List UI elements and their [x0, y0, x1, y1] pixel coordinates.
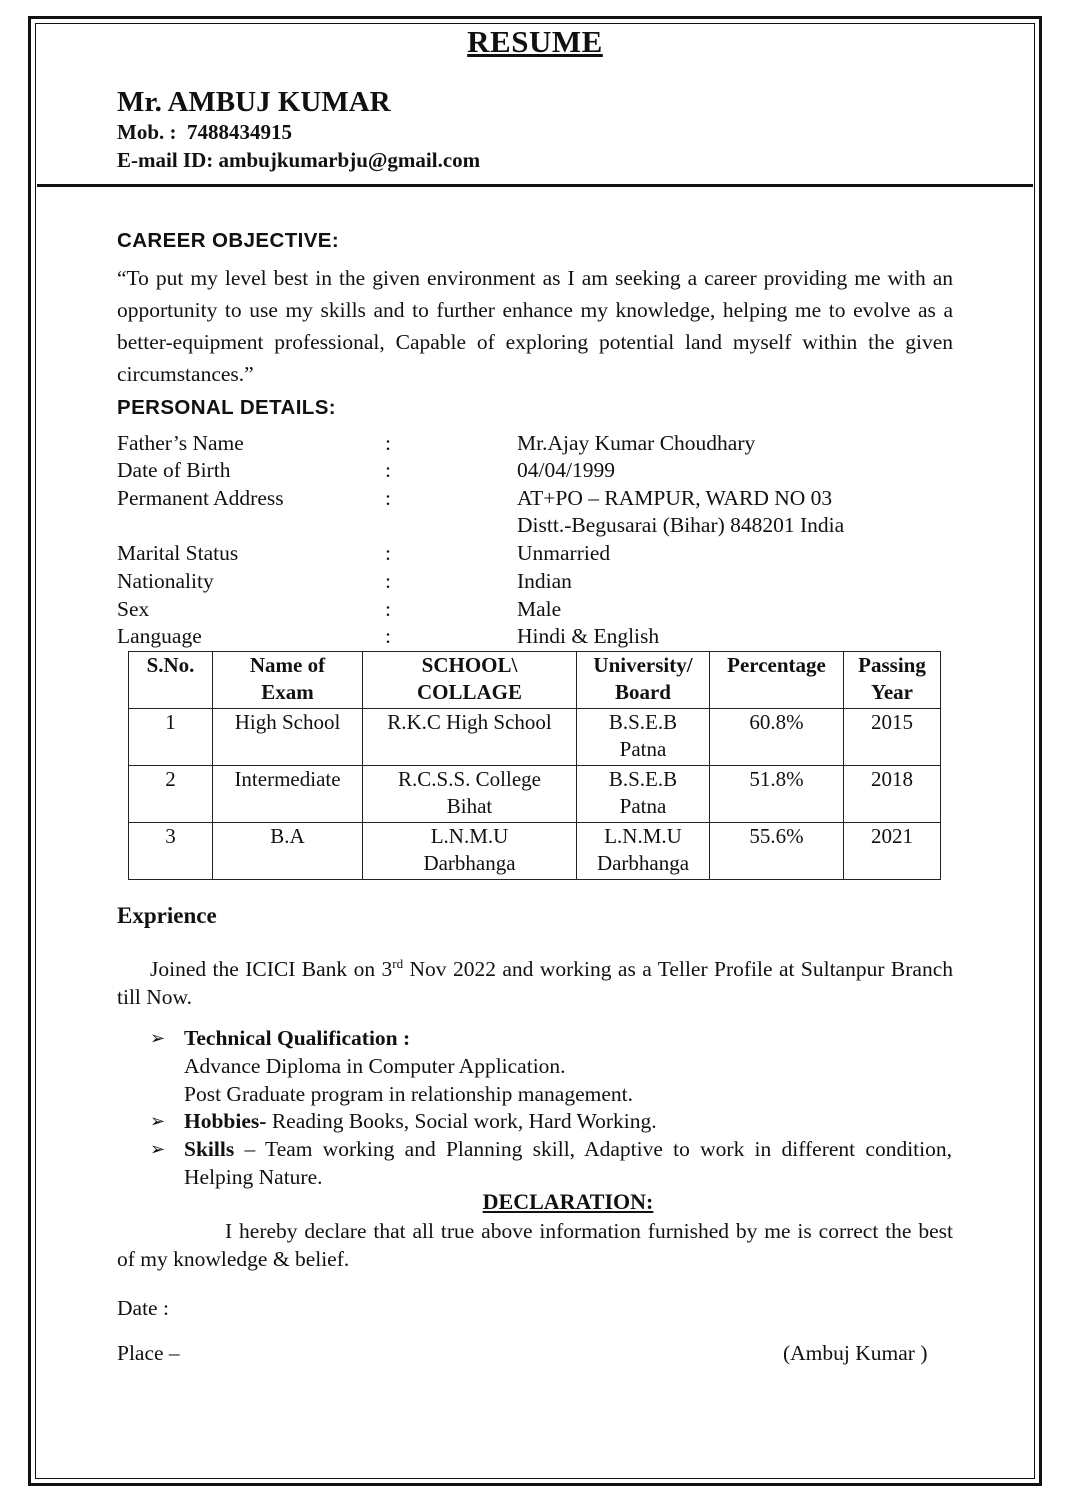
mobile-line [117, 120, 292, 145]
career-objective-heading: CAREER OBJECTIVE: [117, 229, 340, 252]
pd-colon: : [385, 624, 391, 648]
cell-school: L.N.M.U Darbhanga [363, 823, 577, 880]
cell-school: R.K.C High School [363, 709, 577, 766]
pd-value-nationality: Indian [517, 569, 572, 593]
pd-colon: : [385, 597, 391, 621]
technical-qualification-heading: Technical Qualification : [184, 1026, 411, 1050]
cell-sno: 1 [129, 709, 213, 766]
cell-percentage: 51.8% [710, 766, 844, 823]
pd-label-language: Language [117, 624, 202, 648]
cell-sno: 2 [129, 766, 213, 823]
pd-colon: : [385, 458, 391, 482]
personal-details-heading: PERSONAL DETAILS: [117, 396, 337, 419]
cell-board: B.S.E.B Patna [577, 766, 710, 823]
resume-title: RESUME [467, 24, 603, 59]
cell-board: L.N.M.U Darbhanga [577, 823, 710, 880]
date-label: Date : [117, 1296, 169, 1320]
cell-year: 2018 [844, 766, 941, 823]
header-divider [37, 184, 1033, 187]
th-exam: Name of Exam [213, 652, 363, 709]
pd-value-address-line2: Distt.-Begusarai (Bihar) 848201 India [517, 513, 845, 537]
cell-sno: 3 [129, 823, 213, 880]
th-school: SCHOOL\ COLLAGE [363, 652, 577, 709]
mobile-number: 7488434915 [187, 120, 292, 144]
pd-value-marital: Unmarried [517, 541, 611, 565]
pd-value-address: AT+PO – RAMPUR, WARD NO 03 [517, 486, 833, 510]
cell-year: 2015 [844, 709, 941, 766]
bullet-arrow-icon: ➢ [150, 1139, 166, 1159]
technical-qualification-line2: Post Graduate program in relationship management. [184, 1082, 633, 1106]
hobbies-line: Hobbies- Reading Books, Social work, Hard Working. [184, 1109, 657, 1133]
candidate-name: Mr. AMBUJ KUMAR [117, 86, 391, 118]
cell-exam: Intermediate [213, 766, 363, 823]
pd-label-sex: Sex [117, 597, 150, 621]
email-address: ambujkumarbju@gmail.com [218, 148, 481, 172]
th-board: University/ Board [577, 652, 710, 709]
pd-colon: : [385, 569, 391, 593]
pd-value-language: Hindi & English [517, 624, 660, 648]
pd-label-marital: Marital Status [117, 541, 239, 565]
cell-board: B.S.E.B Patna [577, 709, 710, 766]
signature-name: (Ambuj Kumar ) [783, 1341, 928, 1365]
experience-heading: Exprience [117, 903, 217, 928]
pd-colon: : [385, 541, 391, 565]
cell-percentage: 55.6% [710, 823, 844, 880]
th-percentage: Percentage [710, 652, 844, 709]
pd-value-sex: Male [517, 597, 562, 621]
th-sno: S.No. [129, 652, 213, 709]
pd-label-address: Permanent Address [117, 486, 284, 510]
place-label: Place – [117, 1341, 180, 1365]
email-label: E-mail ID: [117, 148, 214, 172]
pd-colon: : [385, 431, 391, 455]
table-row [129, 766, 941, 823]
technical-qualification-line1: Advance Diploma in Computer Application. [184, 1054, 566, 1078]
career-objective-text: “To put my level best in the given environment as I am seeking a career providing me with an opportunity to use my skills and to further enhance my knowledge, helping me to evolve as a better-equipment professional, Capable of exploring potential land myself within the given circumstances.” [117, 266, 953, 386]
bullet-arrow-icon: ➢ [150, 1111, 166, 1131]
mobile-label: Mob. : [117, 120, 177, 144]
declaration-heading: DECLARATION: [482, 1189, 654, 1214]
pd-label-nationality: Nationality [117, 569, 214, 593]
table-row [129, 709, 941, 766]
pd-label-dob: Date of Birth [117, 458, 231, 482]
pd-value-father: Mr.Ajay Kumar Choudhary [517, 431, 756, 455]
bullet-arrow-icon: ➢ [150, 1028, 166, 1048]
cell-percentage: 60.8% [710, 709, 844, 766]
education-table [128, 651, 941, 880]
table-header-row [129, 652, 941, 709]
pd-value-dob: 04/04/1999 [517, 458, 615, 482]
pd-colon: : [385, 486, 391, 510]
declaration-text: I hereby declare that all true above information furnished by me is correct the best of my knowledge & belief. [117, 1219, 953, 1271]
pd-label-father: Father’s Name [117, 431, 244, 455]
cell-year: 2021 [844, 823, 941, 880]
email-line [117, 148, 480, 173]
cell-exam: High School [213, 709, 363, 766]
cell-school: R.C.S.S. College Bihat [363, 766, 577, 823]
experience-text: Joined the ICICI Bank on 3rd Nov 2022 and working as a Teller Profile at Sultanpur Branch till Now. [117, 956, 953, 1010]
th-year: Passing Year [844, 652, 941, 709]
skills-line: Skills – Team working and Planning skill, Adaptive to work in different condition, Helping Nature. [184, 1137, 952, 1189]
table-row [129, 823, 941, 880]
cell-exam: B.A [213, 823, 363, 880]
